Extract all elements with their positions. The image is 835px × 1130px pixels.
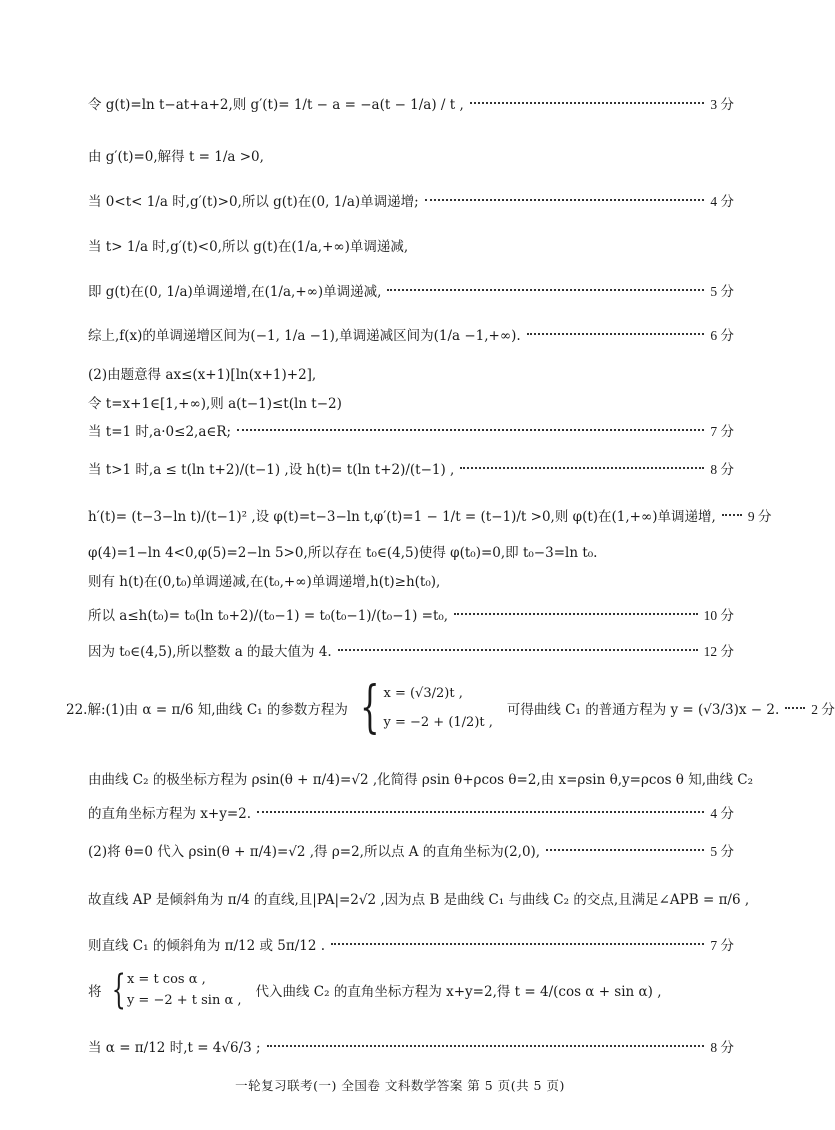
line-text: (2)由题意得 ax≤(x+1)[ln(x+1)+2], (88, 367, 317, 383)
line-18 (88, 840, 734, 860)
page-footer: 一轮复习联考(一) 全国卷 文科数学答案 第 5 页(共 5 页) (235, 1078, 565, 1093)
leader-dots (527, 333, 705, 335)
sys-row-y: y = −2 + (1/2)t , (383, 715, 493, 730)
line-last (88, 1036, 734, 1056)
leader-dots (425, 199, 705, 201)
leader-dots (338, 649, 698, 651)
score: 10 分 (703, 608, 734, 623)
leader-dots (387, 289, 704, 291)
leader-dots (257, 811, 704, 813)
sys-row-x: x = t cos α , (126, 972, 206, 987)
line-text: φ(4)=1−ln 4<0,φ(5)=2−ln 5>0,所以存在 t₀∈(4,5)使得 φ(t₀)=0,即 t₀−3=ln t₀. (88, 545, 598, 561)
line-14 (88, 604, 734, 624)
q22b-line (88, 964, 734, 1016)
line-10 (88, 458, 734, 478)
line-15 (88, 640, 734, 660)
leader-dots (470, 102, 705, 104)
score: 8 分 (710, 1040, 734, 1055)
line-text: 由曲线 C₂ 的极坐标方程为 ρsin(θ + π/4)=√2 ,化简得 ρsin θ+ρcos θ=2,由 x=ρsin θ,y=ρcos θ 知,曲线 C₂ (88, 772, 754, 788)
sys-row-y: y = −2 + t sin α , (126, 993, 242, 1008)
brace: { (359, 675, 380, 740)
score: 12 分 (703, 644, 734, 659)
line-16 (88, 768, 754, 788)
line-text: 令 g(t)=ln t−at+a+2,则 g′(t)= 1/t − a = −a(t − 1/a) / t , (88, 97, 464, 113)
line-9 (88, 420, 734, 440)
line-text: 当 t>1 时,a ≤ t(ln t+2)/(t−1) ,设 h(t)= t(ln t+2)/(t−1) , (88, 462, 455, 478)
brace: { (111, 967, 126, 1013)
line-text: 的直角坐标方程为 x+y=2. (88, 806, 252, 822)
leader-dots (546, 849, 704, 851)
score: 5 分 (710, 284, 734, 299)
score: 2 分 (811, 702, 835, 717)
line-text: 当 α = π/12 时,t = 4√6/3 ; (88, 1040, 261, 1056)
line-text: 当 0<t< 1/a 时,g′(t)>0,所以 g(t)在(0, 1/a)单调递增; (88, 194, 419, 210)
line-17 (88, 802, 734, 822)
line-text: 令 t=x+1∈[1,+∞),则 a(t−1)≤t(ln t−2) (88, 396, 342, 412)
score: 3 分 (710, 97, 734, 112)
score: 4 分 (710, 806, 734, 821)
score: 7 分 (710, 424, 734, 439)
score: 8 分 (710, 462, 734, 477)
q22-prefix: 22.解:(1)由 α = π/6 知,曲线 C₁ 的参数方程为 (66, 702, 348, 718)
line-12 (88, 541, 734, 561)
score: 4 分 (710, 194, 734, 209)
score: 5 分 (710, 844, 734, 859)
line-6 (88, 324, 734, 344)
score: 6 分 (710, 328, 734, 343)
q22b-suffix: 代入曲线 C₂ 的直角坐标方程为 x+y=2,得 t = 4/(cos α + sin α) , (255, 984, 662, 1000)
q22b-prefix: 将 (88, 984, 102, 1000)
line-text: 所以 a≤h(t₀)= t₀(ln t₀+2)/(t₀−1) = t₀(t₀−1)/(t₀−1) =t₀, (88, 608, 449, 624)
line-19 (88, 888, 750, 908)
line-text: 由 g′(t)=0,解得 t = 1/a >0, (88, 149, 264, 165)
line-text: (2)将 θ=0 代入 ρsin(θ + π/4)=√2 ,得 ρ=2,所以点 A 的直角坐标为(2,0), (88, 844, 541, 860)
leader-dots (237, 429, 704, 431)
sys-row-x: x = (√3/2)t , (383, 686, 463, 701)
line-5 (88, 280, 734, 300)
line-7 (88, 363, 734, 383)
parametric-system-2 (106, 967, 242, 1013)
line-20 (88, 934, 734, 954)
leader-dots (331, 943, 704, 945)
parametric-system (352, 675, 493, 740)
line-3 (88, 190, 734, 210)
line-8 (88, 392, 734, 412)
leader-dots (785, 707, 805, 709)
leader-dots (722, 514, 742, 516)
line-text: 当 t=1 时,a·0≤2,a∈R; (88, 424, 232, 440)
line-1 (88, 93, 734, 113)
line-text: 因为 t₀∈(4,5),所以整数 a 的最大值为 4. (88, 644, 332, 660)
q22-line (66, 672, 835, 744)
line-text: 综上,f(x)的单调递增区间为(−1, 1/a −1),单调递减区间为(1/a −1,+∞). (88, 328, 521, 344)
line-text: 则直线 C₁ 的倾斜角为 π/12 或 5π/12 . (88, 938, 326, 954)
line-text: 当 t> 1/a 时,g′(t)<0,所以 g(t)在(1/a,+∞)单调递减, (88, 239, 409, 255)
score: 7 分 (710, 938, 734, 953)
leader-dots (460, 467, 704, 469)
line-text: 则有 h(t)在(0,t₀)单调递减,在(t₀,+∞)单调递增,h(t)≥h(t₀), (88, 574, 441, 590)
line-13 (88, 570, 734, 590)
line-11 (88, 505, 772, 525)
line-2 (88, 145, 734, 165)
leader-dots (454, 613, 698, 615)
score: 9 分 (747, 509, 772, 524)
leader-dots (267, 1045, 705, 1047)
line-text: 即 g(t)在(0, 1/a)单调递增,在(1/a,+∞)单调递减, (88, 284, 382, 300)
line-4 (88, 235, 734, 255)
line-text: h′(t)= (t−3−ln t)/(t−1)² ,设 φ(t)=t−3−ln t,φ′(t)=1 − 1/t = (t−1)/t >0,则 φ(t)在(1,+∞)单调递增, (88, 509, 716, 525)
q22-suffix: 可得曲线 C₁ 的普通方程为 y = (√3/3)x − 2. (506, 702, 780, 718)
line-text: 故直线 AP 是倾斜角为 π/4 的直线,且|PA|=2√2 ,因为点 B 是曲线 C₁ 与曲线 C₂ 的交点,且满足∠APB = π/6 , (88, 892, 750, 908)
